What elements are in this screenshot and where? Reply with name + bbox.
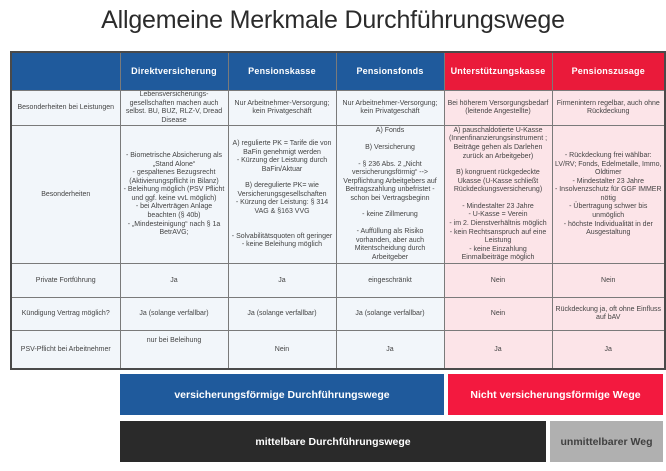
cell-line: - keine Einzahlung Einmalbeiträge möglich [461,245,535,262]
table-cell: Ja [228,264,336,298]
cell-line: - § 236 Abs. 2 „Nicht versicherungsförmig“ --> Verpflichtung Arbeitgebers auf Beitragszahlung unbefristet - schon bei Vertragsbeginn [343,160,437,202]
cell-line: - Auffüllung als Risiko vorhanden, aber auch Mitentscheidung durch Arbeitgeber [354,228,426,261]
band-mittelbare-wege: mittelbare Durchführungswege [120,421,546,462]
spacer [231,225,334,233]
table-row-psv-pflicht [11,331,665,370]
table-cell: Bei höherem Versorgungsbedarf (leitende Angestellte) [444,91,552,126]
cell-line: - Kürzung der Leistung durch BaFin/Aktuar [236,157,328,173]
column-header-pensionsfonds: Pensionsfonds [336,52,444,91]
table-cell-multiline [120,126,228,264]
cell-line: - höchste Individualität in der Ausgestaltung [563,220,653,237]
spacer [339,203,442,211]
table-cell: Nein [228,331,336,370]
cell-line: - Mindestalter 23 Jahre [462,202,534,210]
spacer [339,153,442,161]
table-cell-multiline [552,126,665,264]
table-cell: Ja (solange verfallbar) [228,298,336,331]
cell-line: - keine Zillmerung [362,211,418,219]
cell-line: - Beleihung möglich (PSV Pflicht und ggf. keine vvL möglich) [123,186,225,202]
table-cell: Ja (solange verfallbar) [336,298,444,331]
cell-line: - „Mindesteinigung“ nach § 1a BetrAVG; [127,220,221,237]
table-cell-multiline [444,126,552,264]
cell-line: - Übertragung schwer bis unmöglich [569,203,648,220]
spacer [447,161,550,169]
spacer [447,195,550,203]
cell-line: - kein Rechtsanspruch auf eine Leistung [449,228,547,245]
band-unmittelbarer-weg: unmittelbarer Weg [550,421,663,462]
cell-line: - Rückdeckung frei wählbar: LV/RV; Fonds, Edelmetalle, Immo, Oldtimer [555,151,662,177]
table-cell: Ja [444,331,552,370]
cell-line: A) pauschaldotierte U-Kasse (Innenfinanzierungsinstrument ; Beiträge gehen als Darlehen zurück an Arbeitgeber) [448,126,548,160]
cell-line: A) Fonds [375,127,405,135]
cell-line: - bei Altverträgen Anlage beachten (§ 40b) [135,203,213,220]
column-header-direktversicherung: Direktversicherung [120,52,228,91]
spacer [339,220,442,228]
cell-line: - gespaltenes Bezugsrecht (Aktivierungspflicht in Bilanz) [129,169,219,185]
table-row-besonderheiten [11,126,665,264]
row-label: Besonderheiten [11,126,120,264]
cell-line: B) Versicherung [365,143,415,151]
cell-line: - U-Kasse = Verein [468,211,528,219]
table-cell: Ja [336,331,444,370]
band-nicht-versicherungsfoermige-wege: Nicht versicherungsförmige Wege [448,374,663,415]
cell-line: - Solvabilitätsquoten oft geringer [231,232,333,240]
table-cell: Nein [444,264,552,298]
header-row [11,52,665,91]
spacer [231,174,334,182]
cell-line: A) regulierte PK = Tarife die von BaFin genehmigt werden [232,139,332,156]
cell-line: - Insolvenzschutz für GGF IMMER nötig [554,186,662,202]
row-label: Besonderheiten bei Leistungen [11,91,120,126]
cell-line: - Kürzung der Leistung: § 314 VAG & §163 VVG [235,199,329,216]
column-header-unterstuetzungskasse: Unterstützungskasse [444,52,552,91]
cell-line: B) kongruent rückgedeckte Ukasse (U-Kasse schließt Rückdeckungsversicherung) [453,169,543,194]
table-cell: Ja [552,331,665,370]
table-cell: Nein [444,298,552,331]
spacer [339,136,442,144]
cell-line: - Biometrische Absicherung als „Stand Alone“ [125,151,223,168]
cell-line: - im 2. Dienstverhältnis möglich [449,220,547,228]
header-corner [11,52,120,91]
table-cell: Rückdeckung ja, oft ohne Einfluss auf bAV [552,298,665,331]
cell-line: - keine Beleihung möglich [241,241,323,249]
table-cell: nur bei Beleihung [120,331,228,370]
cell-line: - Mindestalter 23 Jahre [572,177,645,185]
comparison-table [10,51,666,370]
table-cell: Ja [120,264,228,298]
table-cell-multiline [336,126,444,264]
table-cell: eingeschränkt [336,264,444,298]
table-cell: Firmenintern regelbar, auch ohne Rückdeckung [552,91,665,126]
row-label: PSV-Pflicht bei Arbeitnehmer [11,331,120,370]
table-cell: Ja (solange verfallbar) [120,298,228,331]
table-cell: Nur Arbeitnehmer-Versorgung; kein Privatgeschäft [228,91,336,126]
page-title: Allgemeine Merkmale Durchführungswege [101,6,565,34]
table-row-kuendigung [11,298,665,331]
table-cell: Nur Arbeitnehmer-Versorgung; kein Privatgeschäft [336,91,444,126]
spacer [231,217,334,225]
band-versicherungsfoermige-wege: versicherungsförmige Durchführungswege [120,374,444,415]
cell-line: B) deregulierte PK= wie Versicherungsgesellschaften [237,182,327,198]
column-header-pensionszusage: Pensionszusage [552,52,665,91]
row-label: Private Fortführung [11,264,120,298]
table-cell: Nein [552,264,665,298]
table-cell: Lebensversicherungs-gesellschaften machen auch selbst. BU, BUZ, RLZ-V, Dread Disease [120,91,228,126]
table-row-private-fortfuehrung [11,264,665,298]
table-cell-multiline [228,126,336,264]
table-row-besonderheiten-leistungen [11,91,665,126]
row-label: Kündigung Vertrag möglich? [11,298,120,331]
column-header-pensionskasse: Pensionskasse [228,52,336,91]
